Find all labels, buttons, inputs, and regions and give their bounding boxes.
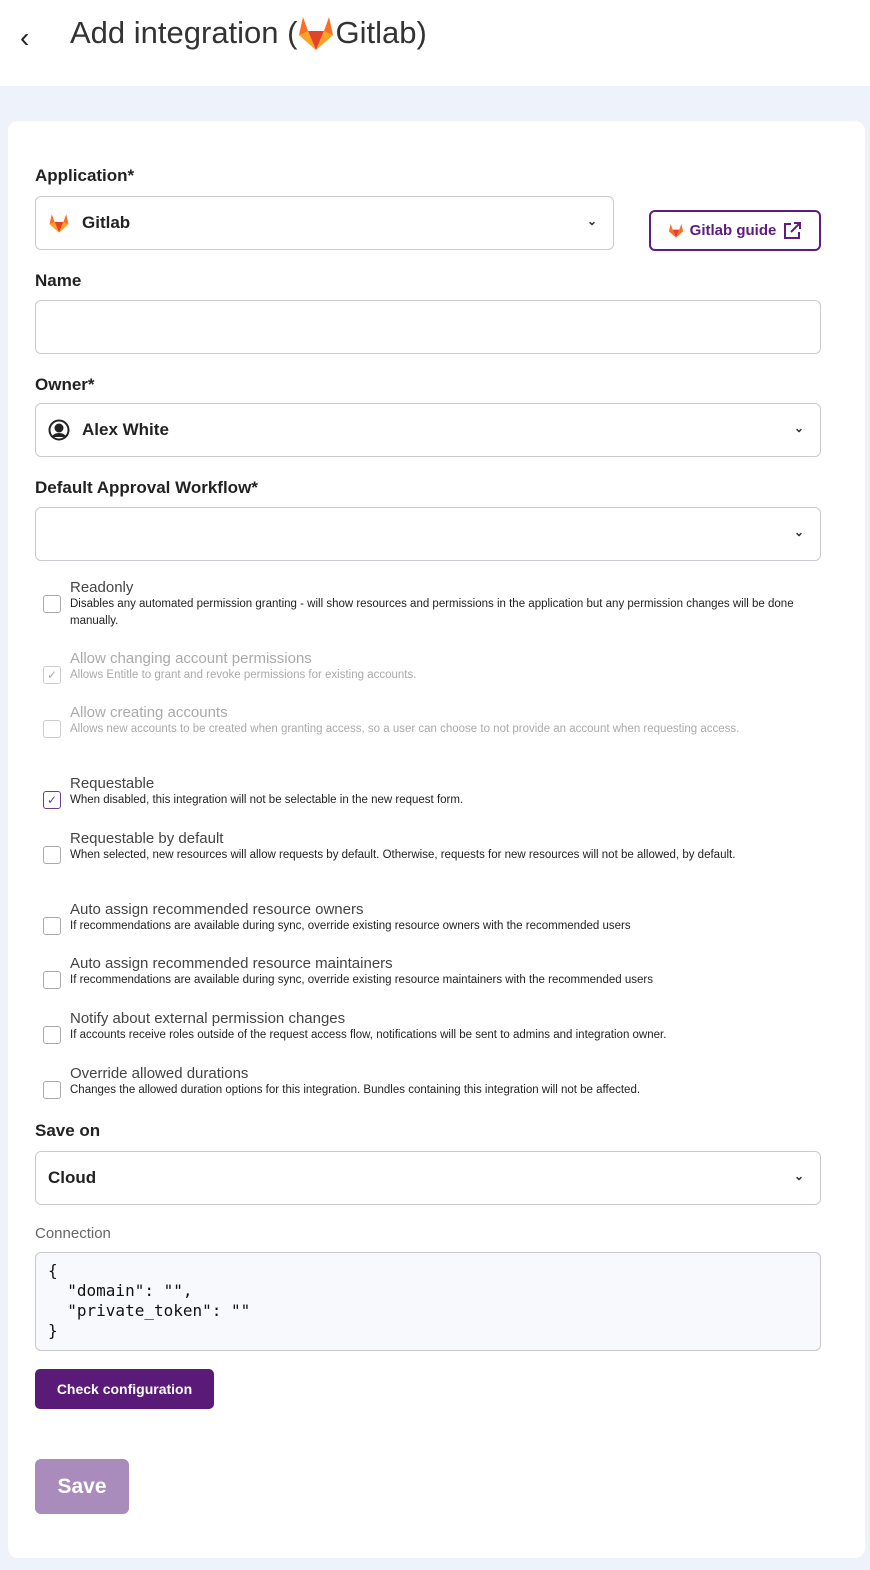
option-title: Override allowed durations xyxy=(70,1065,249,1082)
check-configuration-button[interactable]: Check configuration xyxy=(35,1369,214,1409)
chevron-down-icon: ⌄ xyxy=(793,525,804,539)
option-allow-changing-account-permissions xyxy=(43,650,803,684)
option-description: When disabled, this integration will not be selectable in the new request form. xyxy=(70,794,464,806)
checkbox[interactable]: ✓ xyxy=(43,791,61,809)
owner-select[interactable]: Alex White ⌄ xyxy=(35,403,821,457)
checkbox xyxy=(43,720,61,738)
checkbox[interactable] xyxy=(43,595,61,613)
option-override-allowed-durations xyxy=(43,1065,803,1099)
user-circle-icon xyxy=(48,419,70,441)
connection-editor[interactable]: { "domain": "", "private_token": "" } xyxy=(35,1252,821,1351)
option-title: Requestable by default xyxy=(70,830,224,847)
save-on-label: Save on xyxy=(35,1121,101,1140)
chevron-left-icon[interactable]: ‹ xyxy=(20,22,30,53)
gitlab-icon xyxy=(668,223,684,238)
chevron-down-icon: ⌄ xyxy=(793,421,804,435)
option-title: Requestable xyxy=(70,775,155,792)
gitlab-logo-icon xyxy=(297,15,335,51)
option-title: Auto assign recommended resource maintainers xyxy=(70,955,393,972)
option-requestable xyxy=(43,775,803,809)
checkbox[interactable] xyxy=(43,1081,61,1099)
owner-label: Owner* xyxy=(35,375,95,394)
option-title: Allow changing account permissions xyxy=(70,650,312,667)
page-title: Add integration ( Gitlab ) xyxy=(70,15,427,50)
checkbox[interactable] xyxy=(43,846,61,864)
name-input[interactable] xyxy=(35,300,821,354)
workflow-select[interactable] xyxy=(35,507,821,561)
workflow-label: Default Approval Workflow* xyxy=(35,478,258,497)
option-description: Allows new accounts to be created when granting access, so a user can choose to not provide an account when requesting access. xyxy=(70,723,740,735)
page-header xyxy=(0,0,870,86)
option-auto-assign-recommended-resource-owners xyxy=(43,901,803,935)
gitlab-icon xyxy=(48,213,70,233)
option-description: Disables any automated permission granting - will show resources and permissions in the application but any permission changes will be done manually. xyxy=(70,598,794,627)
chevron-down-icon: ⌄ xyxy=(793,1169,804,1183)
option-allow-creating-accounts xyxy=(43,704,803,738)
option-title: Readonly xyxy=(70,579,134,596)
checkbox[interactable] xyxy=(43,1026,61,1044)
option-description: Changes the allowed duration options for this integration. Bundles containing this integration will not be affected. xyxy=(70,1084,641,1096)
chevron-down-icon: ⌄ xyxy=(586,214,597,228)
checkbox: ✓ xyxy=(43,666,61,684)
option-auto-assign-recommended-resource-maintainers xyxy=(43,955,803,989)
gitlab-guide-button[interactable]: Gitlab guide xyxy=(649,210,821,251)
save-button[interactable]: Save xyxy=(35,1459,129,1514)
application-select[interactable]: Gitlab ⌄ xyxy=(35,196,614,250)
name-label: Name xyxy=(35,271,82,290)
checkbox[interactable] xyxy=(43,917,61,935)
option-readonly xyxy=(43,579,803,630)
option-title: Notify about external permission changes xyxy=(70,1010,346,1027)
option-description: When selected, new resources will allow requests by default. Otherwise, requests for new resources will not be allowed, by default. xyxy=(70,849,736,861)
option-requestable-by-default xyxy=(43,830,803,864)
external-link-icon xyxy=(782,221,802,241)
option-title: Allow creating accounts xyxy=(70,704,228,721)
integration-form xyxy=(8,121,865,1558)
application-label: Application* xyxy=(35,166,135,185)
option-description: If accounts receive roles outside of the request access flow, notifications will be sent to admins and integration owner. xyxy=(70,1029,667,1041)
option-notify-about-external-permission-changes xyxy=(43,1010,803,1044)
option-title: Auto assign recommended resource owners xyxy=(70,901,364,918)
connection-label: Connection xyxy=(35,1225,111,1242)
option-description: Allows Entitle to grant and revoke permissions for existing accounts. xyxy=(70,669,417,681)
option-description: If recommendations are available during sync, override existing resource maintainers with the recommended users xyxy=(70,974,653,986)
save-on-select[interactable]: Cloud ⌄ xyxy=(35,1151,821,1205)
option-description: If recommendations are available during sync, override existing resource owners with the recommended users xyxy=(70,920,631,932)
checkbox[interactable] xyxy=(43,971,61,989)
